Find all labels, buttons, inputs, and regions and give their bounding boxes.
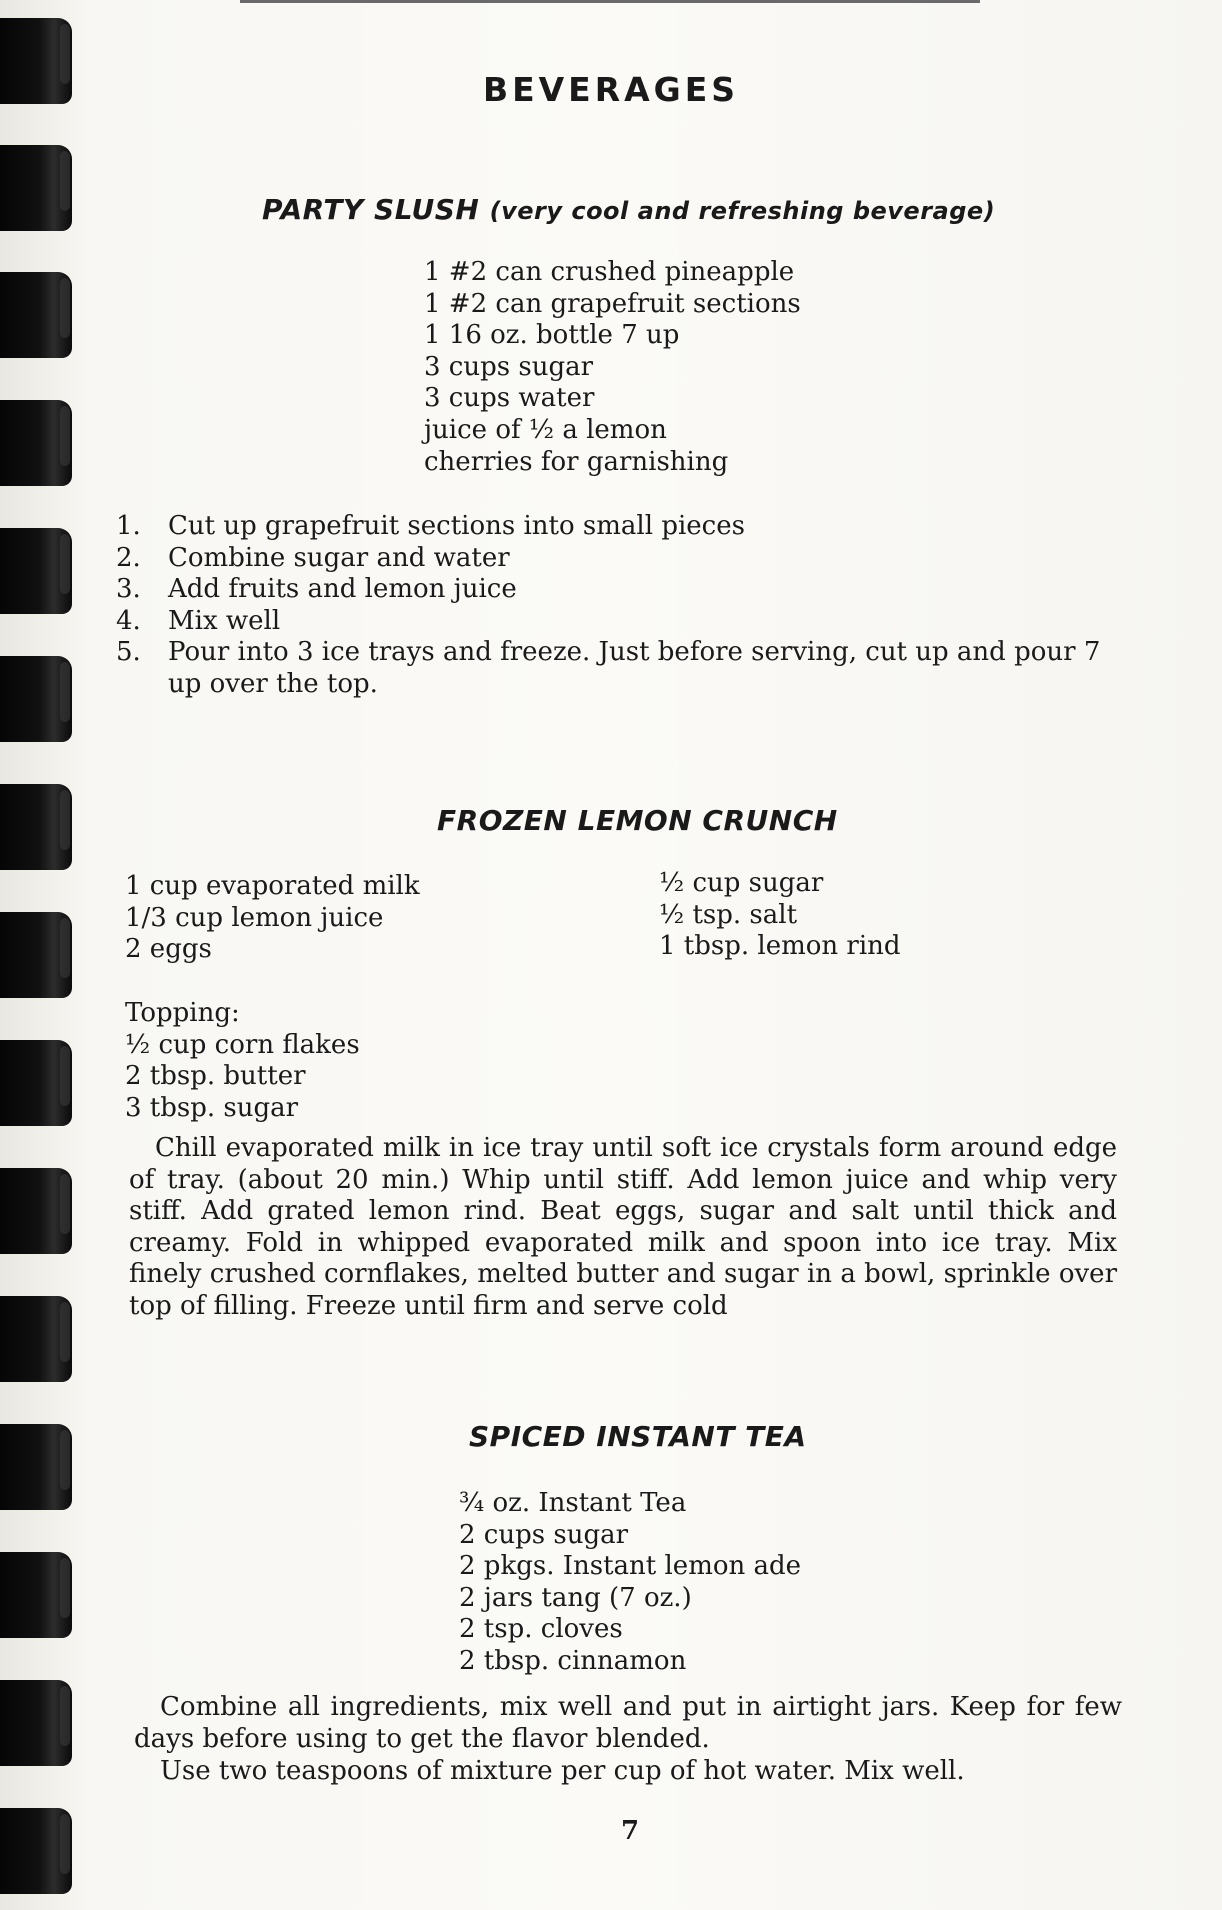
page-title <box>0 70 1222 109</box>
page-title-text: BEVERAGES <box>482 70 740 109</box>
topping-item: 2 tbsp. butter <box>125 1061 306 1092</box>
ingredient-item: 2 tsp. cloves <box>459 1614 623 1645</box>
binding-coil <box>0 528 72 614</box>
step-item <box>116 543 1116 575</box>
step-number: 3. <box>116 574 141 605</box>
usage-text: Use two teaspoons of mixture per cup of hot water. Mix well. <box>160 1756 965 1786</box>
step-number: 1. <box>116 511 141 541</box>
ingredient-item: 3 cups water <box>424 383 595 414</box>
topping-label: Topping: <box>125 998 240 1028</box>
usage-spiced-tea <box>134 1756 1122 1788</box>
binding-coil <box>0 1680 72 1766</box>
step-item <box>116 637 1116 700</box>
ingredient-item: ½ tsp. salt <box>659 899 798 930</box>
binding-coil <box>0 656 72 742</box>
ingredient-list-right <box>659 868 901 963</box>
binding-coil <box>0 1552 72 1638</box>
recipe-title-frozen-lemon-crunch <box>437 804 838 837</box>
binding-coil <box>0 145 72 231</box>
recipe-title-party-slush <box>262 193 995 226</box>
binding-coil <box>0 784 72 870</box>
ingredient-item: cherries for garnishing <box>424 446 729 477</box>
step-text: Cut up grapefruit sections into small pieces <box>168 511 745 541</box>
ingredient-item: 2 pkgs. Instant lemon ade <box>459 1551 802 1582</box>
binding-coil <box>0 912 72 998</box>
step-item <box>116 606 1116 638</box>
recipe-title-text: SPICED INSTANT TEA <box>469 1420 807 1453</box>
ingredient-item: ½ cup sugar <box>659 868 824 898</box>
ingredient-item: 1 16 oz. bottle 7 up <box>424 320 680 351</box>
step-item <box>116 511 1116 543</box>
ingredient-item: ¾ oz. Instant Tea <box>459 1488 687 1518</box>
step-number: 4. <box>116 605 141 636</box>
step-text: Pour into 3 ice trays and freeze. Just before serving, cut up and pour 7 up over the top. <box>168 637 1101 699</box>
binding-coil <box>0 1296 72 1382</box>
ingredient-item: juice of ½ a lemon <box>424 414 667 445</box>
binding-coil <box>0 1040 72 1126</box>
binding-coil <box>0 272 72 358</box>
ingredient-item: 2 eggs <box>125 934 212 965</box>
ingredient-list-party-slush <box>424 257 801 478</box>
ingredient-item: 1/3 cup lemon juice <box>125 902 384 933</box>
step-number: 5. <box>116 637 141 668</box>
ingredient-item: 1 #2 can crushed pineapple <box>424 257 795 287</box>
step-list-party-slush <box>116 511 1116 701</box>
ingredient-item: 2 jars tang (7 oz.) <box>459 1582 692 1613</box>
topping-list <box>125 998 360 1124</box>
binding-coil <box>0 1424 72 1510</box>
directions-text: Combine all ingredients, mix well and put in airtight jars. Keep for few days before using to get the flavor blended. <box>134 1692 1122 1754</box>
recipe-subtitle: (very cool and refreshing beverage) <box>489 197 996 225</box>
recipe-title-text: PARTY SLUSH <box>262 193 480 226</box>
step-number: 2. <box>116 542 141 573</box>
ingredient-list-left <box>125 871 420 966</box>
ingredient-item: 1 tbsp. lemon rind <box>659 931 901 962</box>
page-number: 7 <box>620 1816 640 1846</box>
ingredient-item: 1 #2 can grapefruit sections <box>424 288 801 319</box>
binding-coil <box>0 1168 72 1254</box>
directions-text: Chill evaporated milk in ice tray until soft ice crystals form around edge of tray. (about 20 min.) Whip until stiff. Add lemon juice and whip very stiff. Add grated lemon rind. Beat eggs, sugar and salt until thick and creamy. Fold in whipped evaporated milk and spoon into ice tray. Mix finely crushed cornflakes, melted butter and sugar in a bowl, sprinkle over top of filling. Freeze until firm and serve cold <box>129 1133 1117 1321</box>
step-item <box>116 574 1116 606</box>
binding-coil <box>0 400 72 486</box>
step-text: Combine sugar and water <box>168 542 510 573</box>
ingredient-item: 3 cups sugar <box>424 351 594 382</box>
ingredient-item: 1 cup evaporated milk <box>125 871 420 901</box>
step-text: Mix well <box>168 605 281 636</box>
recipe-title-text: FROZEN LEMON CRUNCH <box>437 804 838 837</box>
step-text: Add fruits and lemon juice <box>168 574 517 605</box>
ingredient-item: 2 tbsp. cinnamon <box>459 1645 687 1676</box>
spiral-binding <box>0 0 90 1910</box>
ingredient-list-spiced-tea <box>459 1488 801 1678</box>
directions-spiced-tea <box>134 1692 1122 1755</box>
directions-frozen-lemon-crunch <box>129 1133 1117 1323</box>
ingredient-item: 2 cups sugar <box>459 1519 629 1550</box>
top-edge-shadow <box>240 0 980 3</box>
recipe-title-spiced-instant-tea <box>469 1420 807 1453</box>
topping-item: 3 tbsp. sugar <box>125 1092 299 1123</box>
topping-item: ½ cup corn flakes <box>125 1029 360 1060</box>
